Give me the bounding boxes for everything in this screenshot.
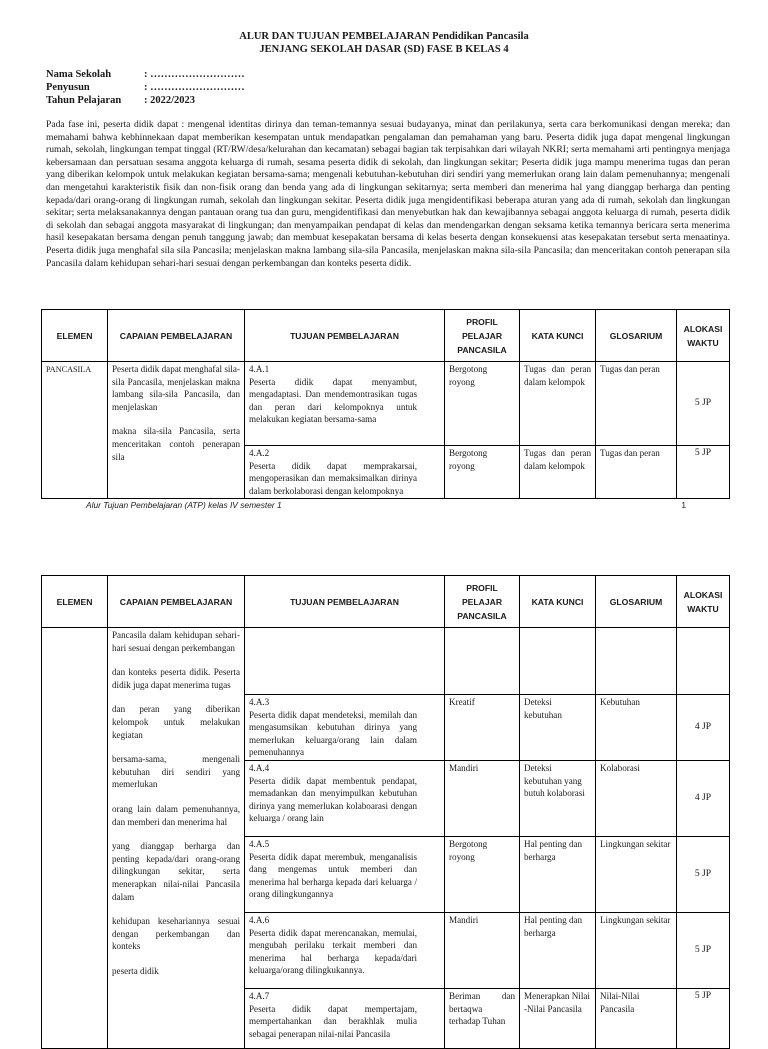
document-title-line2: JENJANG SEKOLAH DASAR (SD) FASE B KELAS 4 (259, 44, 509, 55)
header-tujuan: TUJUAN PEMBELAJARAN (245, 310, 445, 362)
capaian-text: yang dianggap berharga dan penting kepada/dari orang-orang dilingkungan sekitar, serta menerapkan nilai-nilai Pancasila dalam (112, 841, 240, 902)
header-alokasi (677, 576, 730, 628)
header-profil-line: PANCASILA (457, 610, 507, 621)
tujuan-text: Peserta didik dapat mendeteksi, memilah dan mengasumsikan kebutuhan dirinya yang memerlukan keluarga/orang lain dalam pemenuhannya (249, 709, 417, 758)
capaian-cell (108, 362, 245, 499)
tujuan-text: Peserta didik dapat menyambut, mengadaptasi. Dan mendemontrasikan tugas dan peran dari kelompoknya untuk melakukan kegiatan bersama-sama (249, 376, 417, 425)
header-capaian: CAPAIAN PEMBELAJARAN (108, 576, 245, 628)
tujuan-code: 4.A.6 (249, 914, 270, 925)
glosarium-cell: Tugas dan peran (596, 446, 677, 499)
footer-text: Alur Tujuan Pembelajaran (ATP) kelas IV semester 1 (86, 500, 282, 510)
info-label: Nama Sekolah (46, 69, 112, 80)
kata-kunci-cell: Deteksi kebutuhan (520, 695, 596, 761)
table-row (42, 628, 730, 695)
capaian-text: kehidupan kesehariannya sesuai dengan perkembangan dan konteks (112, 916, 240, 952)
elemen-cell: PANCASILA (42, 362, 108, 499)
info-row-school (46, 68, 245, 81)
table-row (42, 362, 730, 446)
info-row-year (46, 94, 245, 107)
alokasi-cell: 5 JP (677, 446, 730, 499)
kata-kunci-cell: Tugas dan peran dalam kelompok (520, 362, 596, 446)
header-alokasi-line: WAKTU (687, 603, 719, 614)
tujuan-code: 4.A.5 (249, 838, 270, 849)
header-profil-line: PROFIL (466, 316, 498, 327)
profil-cell: Mandiri (445, 760, 520, 836)
kata-kunci-cell: Tugas dan peran dalam kelompok (520, 446, 596, 499)
tujuan-text: Peserta didik dapat merencanakan, memulai, mengubah perilaku terkait memberi dan menerima hal berharga kepada/dari keluarga/orang dilingkukannya. (249, 927, 417, 976)
header-profil (445, 576, 520, 628)
page-number: 1 (681, 500, 686, 510)
header-alokasi (677, 310, 730, 362)
capaian-text: bersama-sama, mengenali kebutuhan diri sendiri yang memerlukan (112, 754, 240, 790)
capaian-text: Pancasila dalam kehidupan sehari-hari sesuai dengan perkembangan (112, 630, 240, 653)
tujuan-text: Peserta didik dapat merembuk, menganalisis dang mengemas untuk memberi dan menerima hal berharga kepada dari keluarga / orang dilingkungannya (249, 851, 417, 900)
capaian-text: peserta didik (112, 965, 159, 976)
glosarium-cell (596, 628, 677, 695)
tujuan-text: Peserta didik dapat mempertajam, mempertahankan dan berakhlak mulia sebagai penerapan nilai-nilai Pancasila (249, 1003, 417, 1039)
school-info (46, 68, 245, 107)
header-alokasi-line: ALOKASI (683, 323, 723, 334)
tujuan-cell (245, 695, 445, 761)
capaian-text: dan konteks peserta didik. Peserta didik juga dapat menerima tugas (112, 667, 240, 690)
profil-cell: Bergotong royong (445, 362, 520, 446)
alokasi-cell: 5 JP (677, 912, 730, 988)
profil-cell: Bergotong royong (445, 836, 520, 912)
capaian-text: orang lain dalam pemenuhannya, dan memberi dan menerima hal (112, 803, 240, 827)
tujuan-code: 4.A.3 (249, 697, 270, 707)
tujuan-code: 4.A.4 (249, 762, 270, 773)
header-profil (445, 310, 520, 362)
tujuan-code: 4.A.7 (249, 990, 270, 1001)
tujuan-cell (245, 912, 445, 988)
header-alokasi-line: WAKTU (687, 337, 719, 348)
header-kata-kunci: KATA KUNCI (520, 576, 596, 628)
tujuan-cell (245, 836, 445, 912)
header-glosarium: GLOSARIUM (596, 310, 677, 362)
alokasi-cell (677, 628, 730, 695)
capaian-text: makna sila-sila Pancasila, serta menceritakan contoh penerapan sila (112, 426, 240, 462)
glosarium-cell: Tugas dan peran (596, 362, 677, 446)
tujuan-code: 4.A.1 (249, 364, 270, 374)
info-label: Tahun Pelajaran (46, 95, 122, 106)
kata-kunci-cell: Hal penting dan berharga (520, 912, 596, 988)
info-row-author (46, 81, 245, 94)
header-tujuan: TUJUAN PEMBELAJARAN (245, 576, 445, 628)
tujuan-cell (245, 628, 445, 695)
capaian-text: Peserta didik dapat menghafal sila-sila Pancasila, menjelaskan makna lambang sila-sila Pancasila, dan menjelaskan (112, 364, 240, 412)
info-value: : 2022/2023 (144, 95, 196, 106)
intro-paragraph: Pada fase ini, peserta didik dapat : mengenal identitas dirinya dan teman-temannya sesuai budayanya, minat dan perilakunya, serta cara berkomunikasi dengan mereka; dan memahami bahwa kebhinnekaan dapat memberikan kesempatan untuk mendapatkan pengalaman dan pemahaman yang baru. Peserta didik juga dapat mengenal lingkungan rumah, sekolah, lingkungan tempat tinggal (RT/RW/desa/kelurahan dan kecamatan) sebagai bagian tak terpisahkan dari wilayah NKRI; serta memahami arti pentingnya menjaga kebersamaan dan persatuan sesama anggota keluarga di rumah, sesama peserta didik di sekolah, dan lingkungan sekitar; Peserta didik juga mampu menerima tugas dan peran yang diberikan kelompok untuk melakukan kegiatan bersama-sama; mengenali kebutuhan-kebutuhan diri sendiri yang memerlukan orang lain dalam pemenuhannya; mengenali dan mengetahui karakteristik fisik dan non-fisik orang dan benda yang ada di lingkungan sekitarnya; serta memberi dan menerima hal yang dianggap berharga dan penting kepada/dari orang-orang di lingkungan rumah, sekolah dan lingkungan sekitar. Peserta didik juga mengidentifikasi beberapa aturan yang ada di rumah, sekolah dan lingkungan sekitar; serta melaksanakannya dengan pantauan orang tua dan guru, mengidentifikasi dan menyebutkan hak dan kewajibannya sebagai anggota keluarga di rumah, peserta didik di sekolah dan sebagai anggota masyarakat di lingkungan; dan menyampaikan pendapat di kelas dan mendengarkan dengan seksama ketika temannya bericara serta menerima hasil kesepakatan bersama dengan penuh tanggung jawab; dan membuat kesepakatan bersama di kelas beserta dengan konsekuensi atas kesepakatan tersebut serta menaatinya. Peserta didik juga menghafal sila sila Pancasila; menjelaskan makna lambang sila-sila Pancasila, menjelaskan makna sila-sila Pancasila; dan menceritakan contoh penerapan sila Pancasila dalam kehidupan sehari-hari sesuai dengan perkembangan dan konteks peserta didik. (46, 119, 730, 269)
capaian-cell (108, 628, 245, 1049)
tujuan-cell (245, 446, 445, 499)
page-footer (86, 500, 686, 510)
alokasi-cell: 5 JP (677, 836, 730, 912)
tujuan-cell (245, 760, 445, 836)
glosarium-cell: Kolaborasi (596, 760, 677, 836)
glosarium-cell: Kebutuhan (596, 695, 677, 761)
alokasi-cell: 5 JP (677, 988, 730, 1048)
alokasi-cell: 4 JP (677, 695, 730, 761)
capaian-text: dan peran yang diberikan kelompok untuk melakukan kegiatan (112, 704, 240, 740)
kata-kunci-cell: Menerapkan Nilai -Nilai Pancasila (520, 988, 596, 1048)
header-profil-line: PANCASILA (457, 344, 507, 355)
glosarium-cell: Nilai-Nilai Pancasila (596, 988, 677, 1048)
document-title-line1: ALUR DAN TUJUAN PEMBELAJARAN Pendidikan Pancasila (239, 31, 529, 42)
info-value: : ……………………… (144, 82, 245, 93)
header-elemen: ELEMEN (42, 576, 108, 628)
alokasi-cell: 5 JP (677, 362, 730, 446)
header-capaian: CAPAIAN PEMBELAJARAN (108, 310, 245, 362)
tujuan-cell (245, 988, 445, 1048)
header-elemen: ELEMEN (42, 310, 108, 362)
header-profil-line: PELAJAR (461, 596, 503, 607)
profil-cell: Mandiri (445, 912, 520, 988)
glosarium-cell: Lingkungan sekitar (596, 912, 677, 988)
alokasi-cell: 4 JP (677, 760, 730, 836)
kata-kunci-cell: Hal penting dan berharga (520, 836, 596, 912)
header-profil-line: PELAJAR (461, 330, 503, 341)
profil-cell (445, 628, 520, 695)
header-alokasi-line: ALOKASI (683, 589, 723, 600)
atp-table-page1 (41, 309, 730, 499)
table-header-row (42, 576, 730, 628)
profil-cell: Beriman dan bertaqwa terhadap Tuhan (445, 988, 520, 1048)
elemen-cell (42, 628, 108, 1049)
tujuan-text: Peserta didik dapat memprakarsai, mengoperasikan dan memaksimalkan dirinya dalam berkolaborasi dengan kelompoknya (249, 460, 417, 496)
info-label: Penyusun (46, 82, 90, 93)
tujuan-cell (245, 362, 445, 446)
tujuan-text: Peserta didik dapat membentuk pendapat, memadankan dan menyimpulkan kebutuhan dirinya yang memerlukan kolaboarasi dengan keluarga / orang lain (249, 775, 417, 824)
header-glosarium: GLOSARIUM (596, 576, 677, 628)
page-break (0, 518, 768, 570)
table-header-row (42, 310, 730, 362)
atp-table-page2 (41, 575, 730, 1049)
glosarium-cell: Lingkungan sekitar (596, 836, 677, 912)
header-profil-line: PROFIL (466, 582, 498, 593)
profil-cell: Bergotong royong (445, 446, 520, 499)
kata-kunci-cell: Deteksi kebutuhan yang butuh kolaborasi (520, 760, 596, 836)
profil-cell: Kreatif (445, 695, 520, 761)
kata-kunci-cell (520, 628, 596, 695)
info-value: : ……………………… (144, 69, 245, 80)
tujuan-code: 4.A.2 (249, 448, 270, 458)
header-kata-kunci: KATA KUNCI (520, 310, 596, 362)
